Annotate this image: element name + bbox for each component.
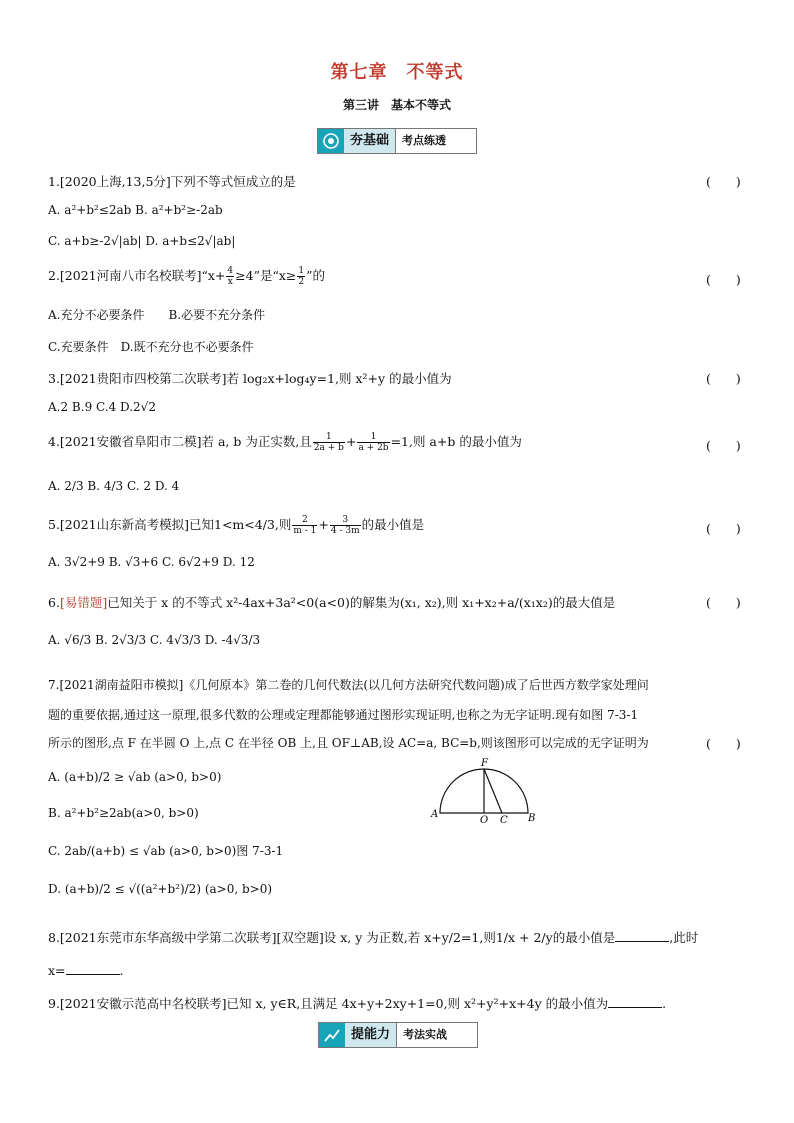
q4-f2-num: 1 xyxy=(357,432,389,443)
q7-option-a: A. (a+b)/2 ≥ √ab (a>0, b>0) xyxy=(48,770,222,784)
question-4 xyxy=(48,432,522,453)
q4-mid: + xyxy=(345,434,357,449)
q4-pre: 4.[2021安徽省阜阳市二模]若 a, b 为正实数,且 xyxy=(48,434,312,449)
label-f: F xyxy=(481,758,488,769)
q4-f2-den: a + 2b xyxy=(358,443,389,453)
question-7-line-3: 所示的图形,点 F 在半圆 O 上,点 C 在半径 OB 上,且 OF⊥AB,设 AC=a, BC=b,则该图形可以完成的无字证明为 xyxy=(48,736,649,750)
chart-icon xyxy=(319,1023,345,1047)
q6-tag: [易错题] xyxy=(59,595,108,610)
target-icon xyxy=(318,129,344,153)
q1-options-ab: A. a²+b²≤2ab B. a²+b²≥-2ab xyxy=(48,203,223,217)
q2-post: ”的 xyxy=(306,268,325,283)
q7-option-c: C. 2ab/(a+b) ≤ √ab (a>0, b>0)图 7-3-1 xyxy=(48,844,284,858)
question-7-line-2: 题的重要依据,通过这一原理,很多代数的公理或定理都能够通过图形实现证明,也称之为无字证明.现有如图 7-3-1 xyxy=(48,708,639,722)
q8-blank-1[interactable] xyxy=(615,929,669,942)
segment-fc xyxy=(484,769,502,813)
q5-f2-den: 4 - 3m xyxy=(330,526,360,536)
q4-options: A. 2/3 B. 4/3 C. 2 D. 4 xyxy=(48,479,180,493)
question-5 xyxy=(48,515,424,536)
q8-x-label: x= xyxy=(48,963,66,978)
q5-f2-num: 3 xyxy=(330,515,361,526)
q3-options: A.2 B.9 C.4 D.2√2 xyxy=(48,400,156,414)
q1-options-cd: C. a+b≥-2√|ab| D. a+b≤2√|ab| xyxy=(48,234,236,248)
q7-option-d: D. (a+b)/2 ≤ √((a²+b²)/2) (a>0, b>0) xyxy=(48,882,273,896)
q2-options-ab: A.充分不必要条件 B.必要不充分条件 xyxy=(48,308,266,322)
semicircle-figure xyxy=(428,757,540,823)
section-banner-ability xyxy=(318,1022,478,1048)
q2-f2-num: 1 xyxy=(298,266,305,276)
q7-option-b: B. a²+b²≥2ab(a>0, b>0) xyxy=(48,806,199,820)
section-banner-basics xyxy=(317,128,477,154)
q2-pre: 2.[2021河南八市名校联考]“x+ xyxy=(48,268,226,283)
q6-options: A. √6/3 B. 2√3/3 C. 4√3/3 D. -4√3/3 xyxy=(48,633,261,647)
q6-text: 已知关于 x 的不等式 x²-4ax+3a²<0(a<0)的解集为(x₁, x₂),则 x₁+x₂+a/(x₁x₂)的最大值是 xyxy=(107,595,616,610)
q5-mid: + xyxy=(318,517,329,532)
answer-paren-3: ( ) xyxy=(706,371,741,386)
q5-options: A. 3√2+9 B. √3+6 C. 6√2+9 D. 12 xyxy=(48,555,255,569)
q4-f1-num: 1 xyxy=(313,432,345,443)
chapter-title: 第七章 不等式 xyxy=(330,62,464,83)
q5-post: 的最小值是 xyxy=(361,517,425,532)
answer-paren-4: ( ) xyxy=(706,438,741,453)
label-c: C xyxy=(500,815,508,823)
question-3: 3.[2021贵阳市四校第二次联考]若 log₂x+log₄y=1,则 x²+y 的最小值为 xyxy=(48,371,452,386)
q8-blank-2[interactable] xyxy=(66,962,120,975)
answer-paren-2: ( ) xyxy=(706,272,741,287)
banner-sub-label: 考法实战 xyxy=(396,1023,453,1047)
q4-frac-1 xyxy=(313,432,345,453)
q4-post: =1,则 a+b 的最小值为 xyxy=(390,434,522,449)
banner-sub-label: 考点练透 xyxy=(395,129,452,153)
q5-frac-2 xyxy=(330,515,361,536)
label-o: O xyxy=(480,815,489,823)
q8-tail: ,此时 xyxy=(669,930,699,945)
q2-f2-den: 2 xyxy=(298,277,305,287)
q2-f1-num: 4 xyxy=(227,266,234,276)
q4-frac-2 xyxy=(357,432,389,453)
answer-paren-1: ( ) xyxy=(706,174,741,189)
question-8-line-2: x= . xyxy=(48,963,124,978)
q4-f1-den: 2a + b xyxy=(313,443,344,453)
label-a: A xyxy=(431,809,439,820)
q2-f1-den: x xyxy=(227,277,233,287)
label-b: B xyxy=(528,813,536,823)
q5-frac-1 xyxy=(292,515,317,536)
question-6 xyxy=(48,593,615,611)
q5-f1-den: m - 1 xyxy=(293,526,317,536)
q5-pre: 5.[2021山东新高考模拟]已知1<m<4/3,则 xyxy=(48,517,292,532)
answer-paren-7: ( ) xyxy=(706,736,741,751)
q8-text: 8.[2021东莞市东华高级中学第二次联考][双空题]设 x, y 为正数,若 x+y/2=1,则1/x + 2/y的最小值是 xyxy=(48,930,616,945)
q2-mid: ≥4”是“x≥ xyxy=(235,268,297,283)
q2-frac-2 xyxy=(297,266,305,287)
q2-frac-1 xyxy=(226,266,234,287)
question-2 xyxy=(48,266,325,287)
question-8 xyxy=(48,928,698,946)
lecture-title: 第三讲 基本不等式 xyxy=(342,98,451,112)
question-9: 9.[2021安徽示范高中名校联考]已知 x, y∈R,且满足 4x+y+2xy+1=0,则 x²+y²+x+4y 的最小值为 . xyxy=(48,996,667,1011)
q2-options-cd: C.充要条件 D.既不充分也不必要条件 xyxy=(48,340,254,354)
question-7-line-1: 7.[2021湖南益阳市模拟]《几何原本》第二卷的几何代数法(以几何方法研究代数问题)成了后世西方数学家处理问 xyxy=(48,678,649,692)
q6-number: 6. xyxy=(48,595,60,610)
q5-f1-num: 2 xyxy=(292,515,317,526)
answer-paren-5: ( ) xyxy=(706,521,741,536)
q9-blank[interactable] xyxy=(608,995,662,1008)
question-1: 1.[2020上海,13,5分]下列不等式恒成立的是 xyxy=(48,174,296,189)
q9-text: 9.[2021安徽示范高中名校联考]已知 x, y∈R,且满足 4x+y+2xy+1=0,则 x²+y²+x+4y 的最小值为 xyxy=(48,996,609,1011)
answer-paren-6: ( ) xyxy=(706,595,741,610)
banner-main-label: 提能力 xyxy=(345,1023,396,1047)
banner-main-label: 夯基础 xyxy=(344,129,395,153)
